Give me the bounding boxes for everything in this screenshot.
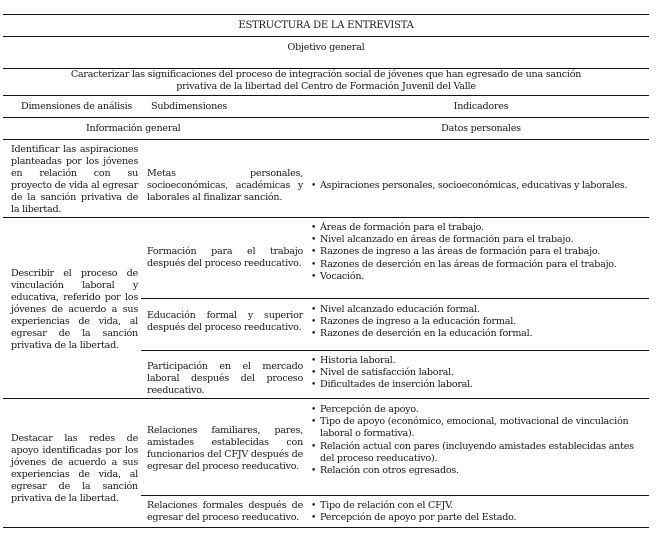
- indicator-item: • Nivel alcanzado en áreas de formación para el trabajo.: [310, 234, 645, 246]
- rule: [3, 117, 649, 118]
- dimension-cell: Destacar las redes de apoyo identificadas por los jóvenes de acuerdo a sus experiencias de vida, al egresar de la sanción privativa de la libertad.: [11, 433, 138, 504]
- column-header-dimensions: Dimensiones de análisis: [21, 101, 133, 112]
- indicator-item: • Tipo de apoyo (económico, emocional, motivacional de vinculación laboral o formativa).: [310, 416, 645, 440]
- indicator-list: [310, 222, 645, 283]
- indicator-item: • Razones de deserción en la educación formal.: [310, 328, 645, 340]
- rule: [3, 36, 649, 37]
- personal-data-label: Datos personales: [441, 123, 521, 134]
- indicator-item: • Áreas de formación para el trabajo.: [310, 222, 645, 234]
- objective-heading: Objetivo general: [287, 42, 365, 53]
- subdimension-cell: Relaciones familiares, pares, amistades establecidas con funcionarios del CFJV después de egresar del proceso reeducativo.: [147, 425, 303, 472]
- indicator-item: • Relación actual con pares (incluyendo amistades establecidas antes del proceso reeducativo).: [310, 441, 645, 465]
- indicator-item: • Razones de deserción en las áreas de formación para el trabajo.: [310, 259, 645, 271]
- indicator-list: [310, 404, 645, 477]
- indicator-item: • Historia laboral.: [310, 355, 645, 367]
- indicator-item: • Aspiraciones personales, socioeconómicas, educativas y laborales.: [310, 180, 645, 192]
- subdimension-cell: Educación formal y superior después del proceso reeducativo.: [147, 310, 303, 333]
- subdimension-cell: Formación para el trabajo después del proceso reeducativo.: [147, 246, 303, 269]
- rule-subrow: [141, 495, 649, 496]
- indicator-item: • Dificultades de inserción laboral.: [310, 379, 645, 391]
- rule-top: [3, 14, 649, 15]
- indicator-item: • Tipo de relación con el CFJV.: [310, 500, 645, 512]
- indicator-item: • Razones de ingreso a las áreas de formación para el trabajo.: [310, 246, 645, 258]
- table-title: ESTRUCTURA DE LA ENTREVISTA: [238, 20, 414, 31]
- indicator-item: • Nivel de satisfacción laboral.: [310, 367, 645, 379]
- indicator-item: • Percepción de apoyo.: [310, 404, 645, 416]
- indicator-item: • Vocación.: [310, 271, 645, 283]
- indicator-item: • Relación con otros egresados.: [310, 465, 645, 477]
- indicator-list: [310, 355, 645, 392]
- indicator-item: • Nivel alcanzado educación formal.: [310, 304, 645, 316]
- indicator-list: [310, 304, 645, 341]
- subdimension-cell: Metas personales, socioeconómicas, académicas y laborales al finalizar sanción.: [147, 168, 303, 203]
- rule-bottom: [3, 527, 649, 528]
- rule: [3, 95, 649, 96]
- dimension-cell: Describir el proceso de vinculación laboral y educativa, referido por los jóvenes de acuerdo a sus experiencias de vida, al egresar de la sanción privativa de la libertad.: [11, 268, 138, 351]
- objective-text-line2: privativa de la libertad del Centro de Formación Juvenil del Valle: [176, 81, 476, 92]
- indicator-list: [310, 500, 645, 524]
- indicator-item: • Razones de ingreso a la educación formal.: [310, 316, 645, 328]
- general-info-label: Información general: [86, 123, 181, 134]
- column-header-subdimensions: Subdimensiones: [151, 101, 228, 112]
- rule-section: [3, 217, 649, 218]
- indicator-list: [310, 180, 645, 192]
- rule-subrow: [141, 350, 649, 351]
- dimension-cell: Identificar las aspiraciones planteadas por los jóvenes en relación con su proyecto de vida al egresar de la sanción privativa de la libertad.: [11, 144, 138, 215]
- rule: [3, 139, 649, 140]
- rule-subrow: [141, 298, 649, 299]
- column-header-indicators: Indicadores: [453, 101, 509, 112]
- objective-text-line1: Caracterizar las significaciones del proceso de integración social de jóvenes que han egresado de una sanción: [70, 69, 582, 80]
- subdimension-cell: Relaciones formales después de egresar del proceso reeducativo.: [147, 500, 303, 523]
- subdimension-cell: Participación en el mercado laboral después del proceso reeducativo.: [147, 361, 303, 396]
- rule-section: [3, 398, 649, 399]
- indicator-item: • Percepción de apoyo por parte del Estado.: [310, 512, 645, 524]
